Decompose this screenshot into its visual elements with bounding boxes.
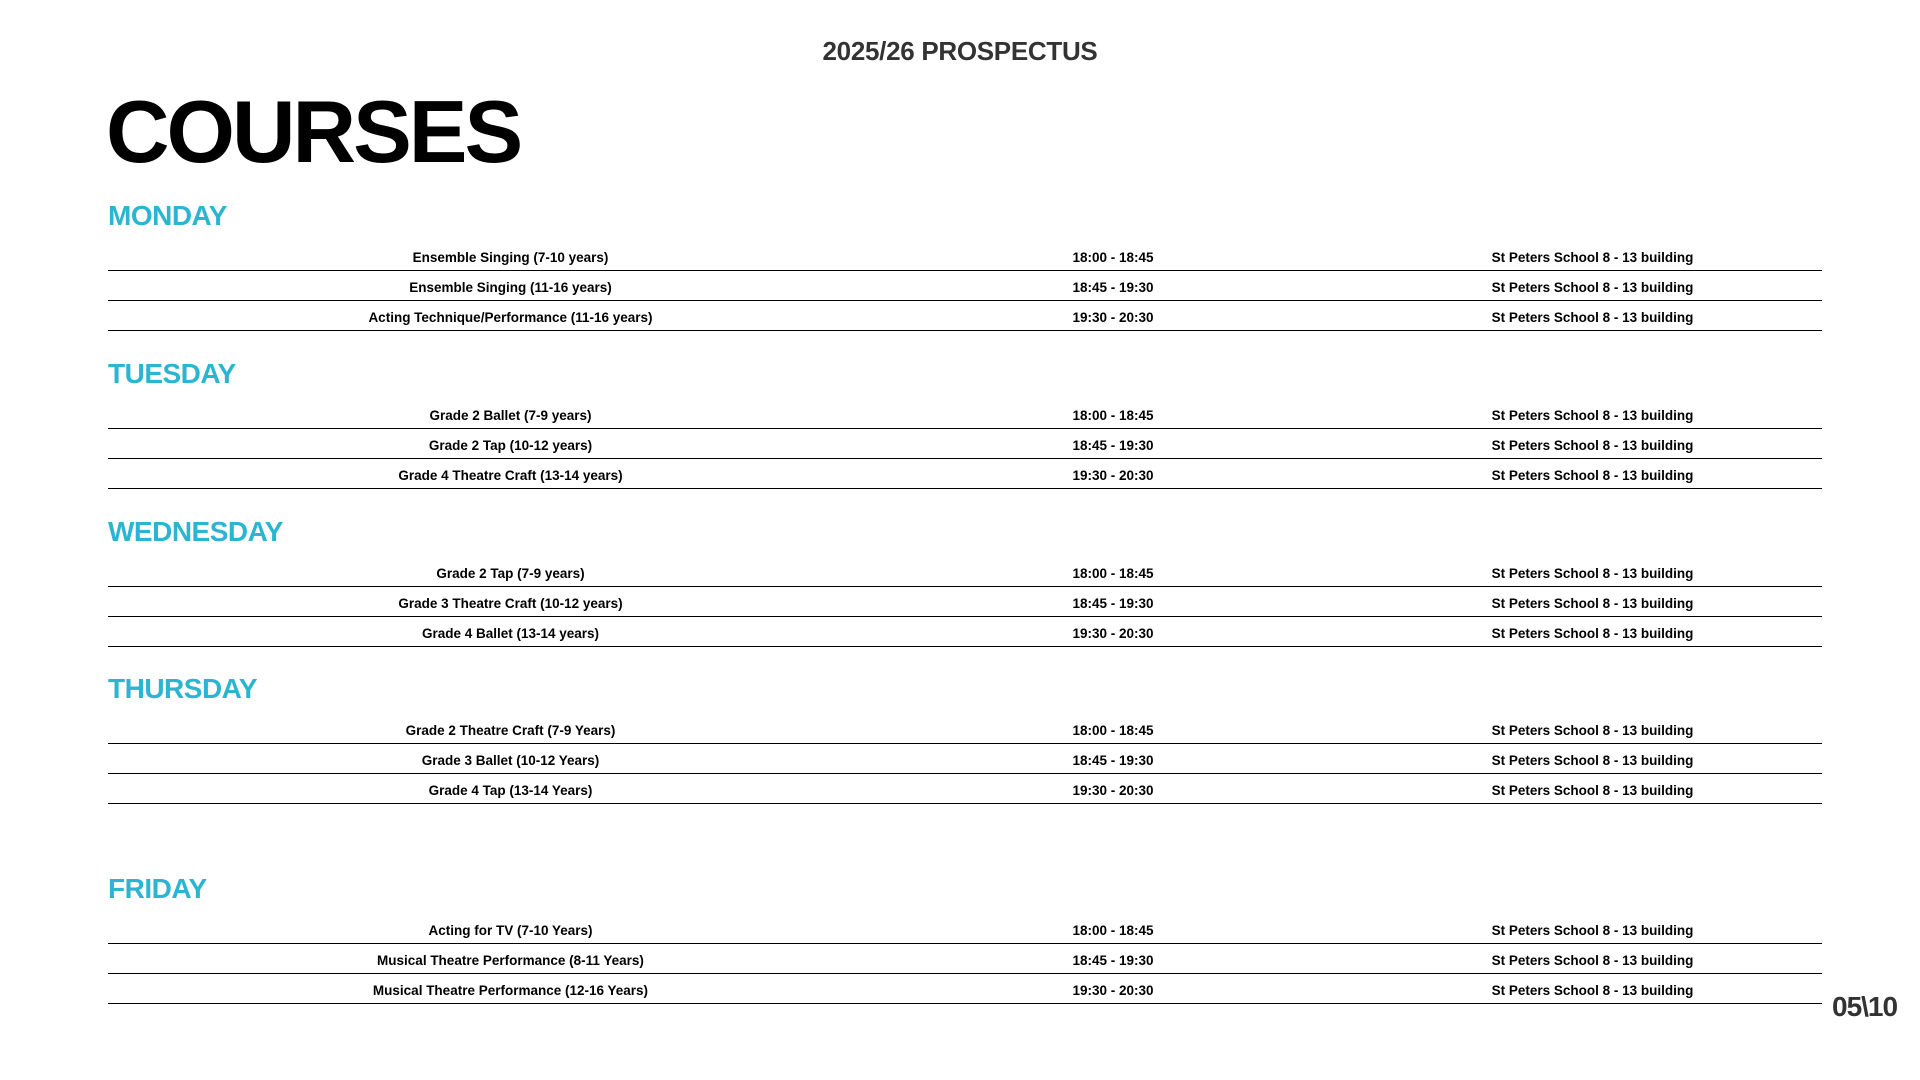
day-heading: TUESDAY: [108, 358, 236, 389]
course-venue: St Peters School 8 - 13 building: [1491, 280, 1694, 295]
course-time: 18:00 - 18:45: [1072, 408, 1154, 423]
course-time: 19:30 - 20:30: [1072, 783, 1154, 798]
course-list: [108, 914, 1822, 1004]
prospectus-header: 2025/26 PROSPECTUS: [822, 36, 1098, 66]
course-time: 18:00 - 18:45: [1072, 723, 1154, 738]
course-name: Musical Theatre Performance (8-11 Years): [377, 953, 644, 968]
day-section-friday: [108, 872, 1822, 1004]
course-venue: St Peters School 8 - 13 building: [1491, 310, 1694, 325]
course-name: Ensemble Singing (11-16 years): [409, 280, 612, 295]
course-row: [108, 714, 1822, 744]
day-heading: THURSDAY: [108, 673, 257, 704]
course-list: [108, 399, 1822, 489]
day-heading: WEDNESDAY: [108, 516, 283, 547]
day-heading: FRIDAY: [108, 873, 207, 904]
course-name: Grade 4 Theatre Craft (13-14 years): [398, 468, 623, 483]
course-venue: St Peters School 8 - 13 building: [1491, 438, 1694, 453]
course-venue: St Peters School 8 - 13 building: [1491, 626, 1694, 641]
course-name: Grade 2 Tap (7-9 years): [436, 566, 585, 581]
page-title: COURSES: [106, 82, 521, 181]
course-venue: St Peters School 8 - 13 building: [1491, 723, 1694, 738]
course-time: 19:30 - 20:30: [1072, 468, 1154, 483]
course-name: Grade 4 Ballet (13-14 years): [421, 626, 600, 641]
course-venue: St Peters School 8 - 13 building: [1491, 983, 1694, 998]
course-venue: St Peters School 8 - 13 building: [1491, 753, 1694, 768]
course-row: [108, 241, 1822, 271]
course-name: Grade 2 Tap (10-12 years): [428, 438, 593, 453]
course-time: 19:30 - 20:30: [1072, 626, 1154, 641]
course-time: 18:45 - 19:30: [1072, 438, 1154, 453]
course-time: 18:45 - 19:30: [1072, 280, 1154, 295]
course-name: Grade 2 Ballet (7-9 years): [429, 408, 592, 423]
course-row: [108, 744, 1822, 774]
course-venue: St Peters School 8 - 13 building: [1491, 250, 1694, 265]
course-time: 18:00 - 18:45: [1072, 566, 1154, 581]
course-venue: St Peters School 8 - 13 building: [1491, 468, 1694, 483]
course-list: [108, 714, 1822, 804]
course-time: 19:30 - 20:30: [1072, 983, 1154, 998]
course-time: 19:30 - 20:30: [1072, 310, 1154, 325]
course-venue: St Peters School 8 - 13 building: [1491, 408, 1694, 423]
course-row: [108, 429, 1822, 459]
course-venue: St Peters School 8 - 13 building: [1491, 953, 1694, 968]
course-row: [108, 974, 1822, 1004]
course-row: [108, 774, 1822, 804]
course-name: Grade 4 Tap (13-14 Years): [428, 783, 593, 798]
course-row: [108, 459, 1822, 489]
day-heading: MONDAY: [108, 200, 227, 231]
page-number: 05\10: [1832, 991, 1898, 1022]
course-row: [108, 587, 1822, 617]
course-time: 18:45 - 19:30: [1072, 753, 1154, 768]
course-row: [108, 399, 1822, 429]
course-venue: St Peters School 8 - 13 building: [1491, 596, 1694, 611]
day-section-tuesday: [108, 357, 1822, 489]
course-row: [108, 914, 1822, 944]
course-name: Grade 3 Ballet (10-12 Years): [421, 753, 600, 768]
course-time: 18:00 - 18:45: [1072, 250, 1154, 265]
course-name: Grade 3 Theatre Craft (10-12 years): [398, 596, 623, 611]
course-row: [108, 944, 1822, 974]
day-section-wednesday: [108, 515, 1822, 647]
course-name: Acting for TV (7-10 Years): [428, 923, 593, 938]
course-venue: St Peters School 8 - 13 building: [1491, 923, 1694, 938]
day-section-monday: [108, 199, 1822, 331]
course-venue: St Peters School 8 - 13 building: [1491, 783, 1694, 798]
course-venue: St Peters School 8 - 13 building: [1491, 566, 1694, 581]
course-row: [108, 271, 1822, 301]
day-section-thursday: [108, 672, 1822, 804]
course-row: [108, 557, 1822, 587]
course-name: Musical Theatre Performance (12-16 Years): [372, 983, 649, 998]
course-name: Ensemble Singing (7-10 years): [412, 250, 609, 265]
course-row: [108, 617, 1822, 647]
course-list: [108, 241, 1822, 331]
course-time: 18:00 - 18:45: [1072, 923, 1154, 938]
course-list: [108, 557, 1822, 647]
course-row: [108, 301, 1822, 331]
course-time: 18:45 - 19:30: [1072, 596, 1154, 611]
course-name: Grade 2 Theatre Craft (7-9 Years): [405, 723, 616, 738]
course-time: 18:45 - 19:30: [1072, 953, 1154, 968]
course-name: Acting Technique/Performance (11-16 years): [368, 310, 653, 325]
